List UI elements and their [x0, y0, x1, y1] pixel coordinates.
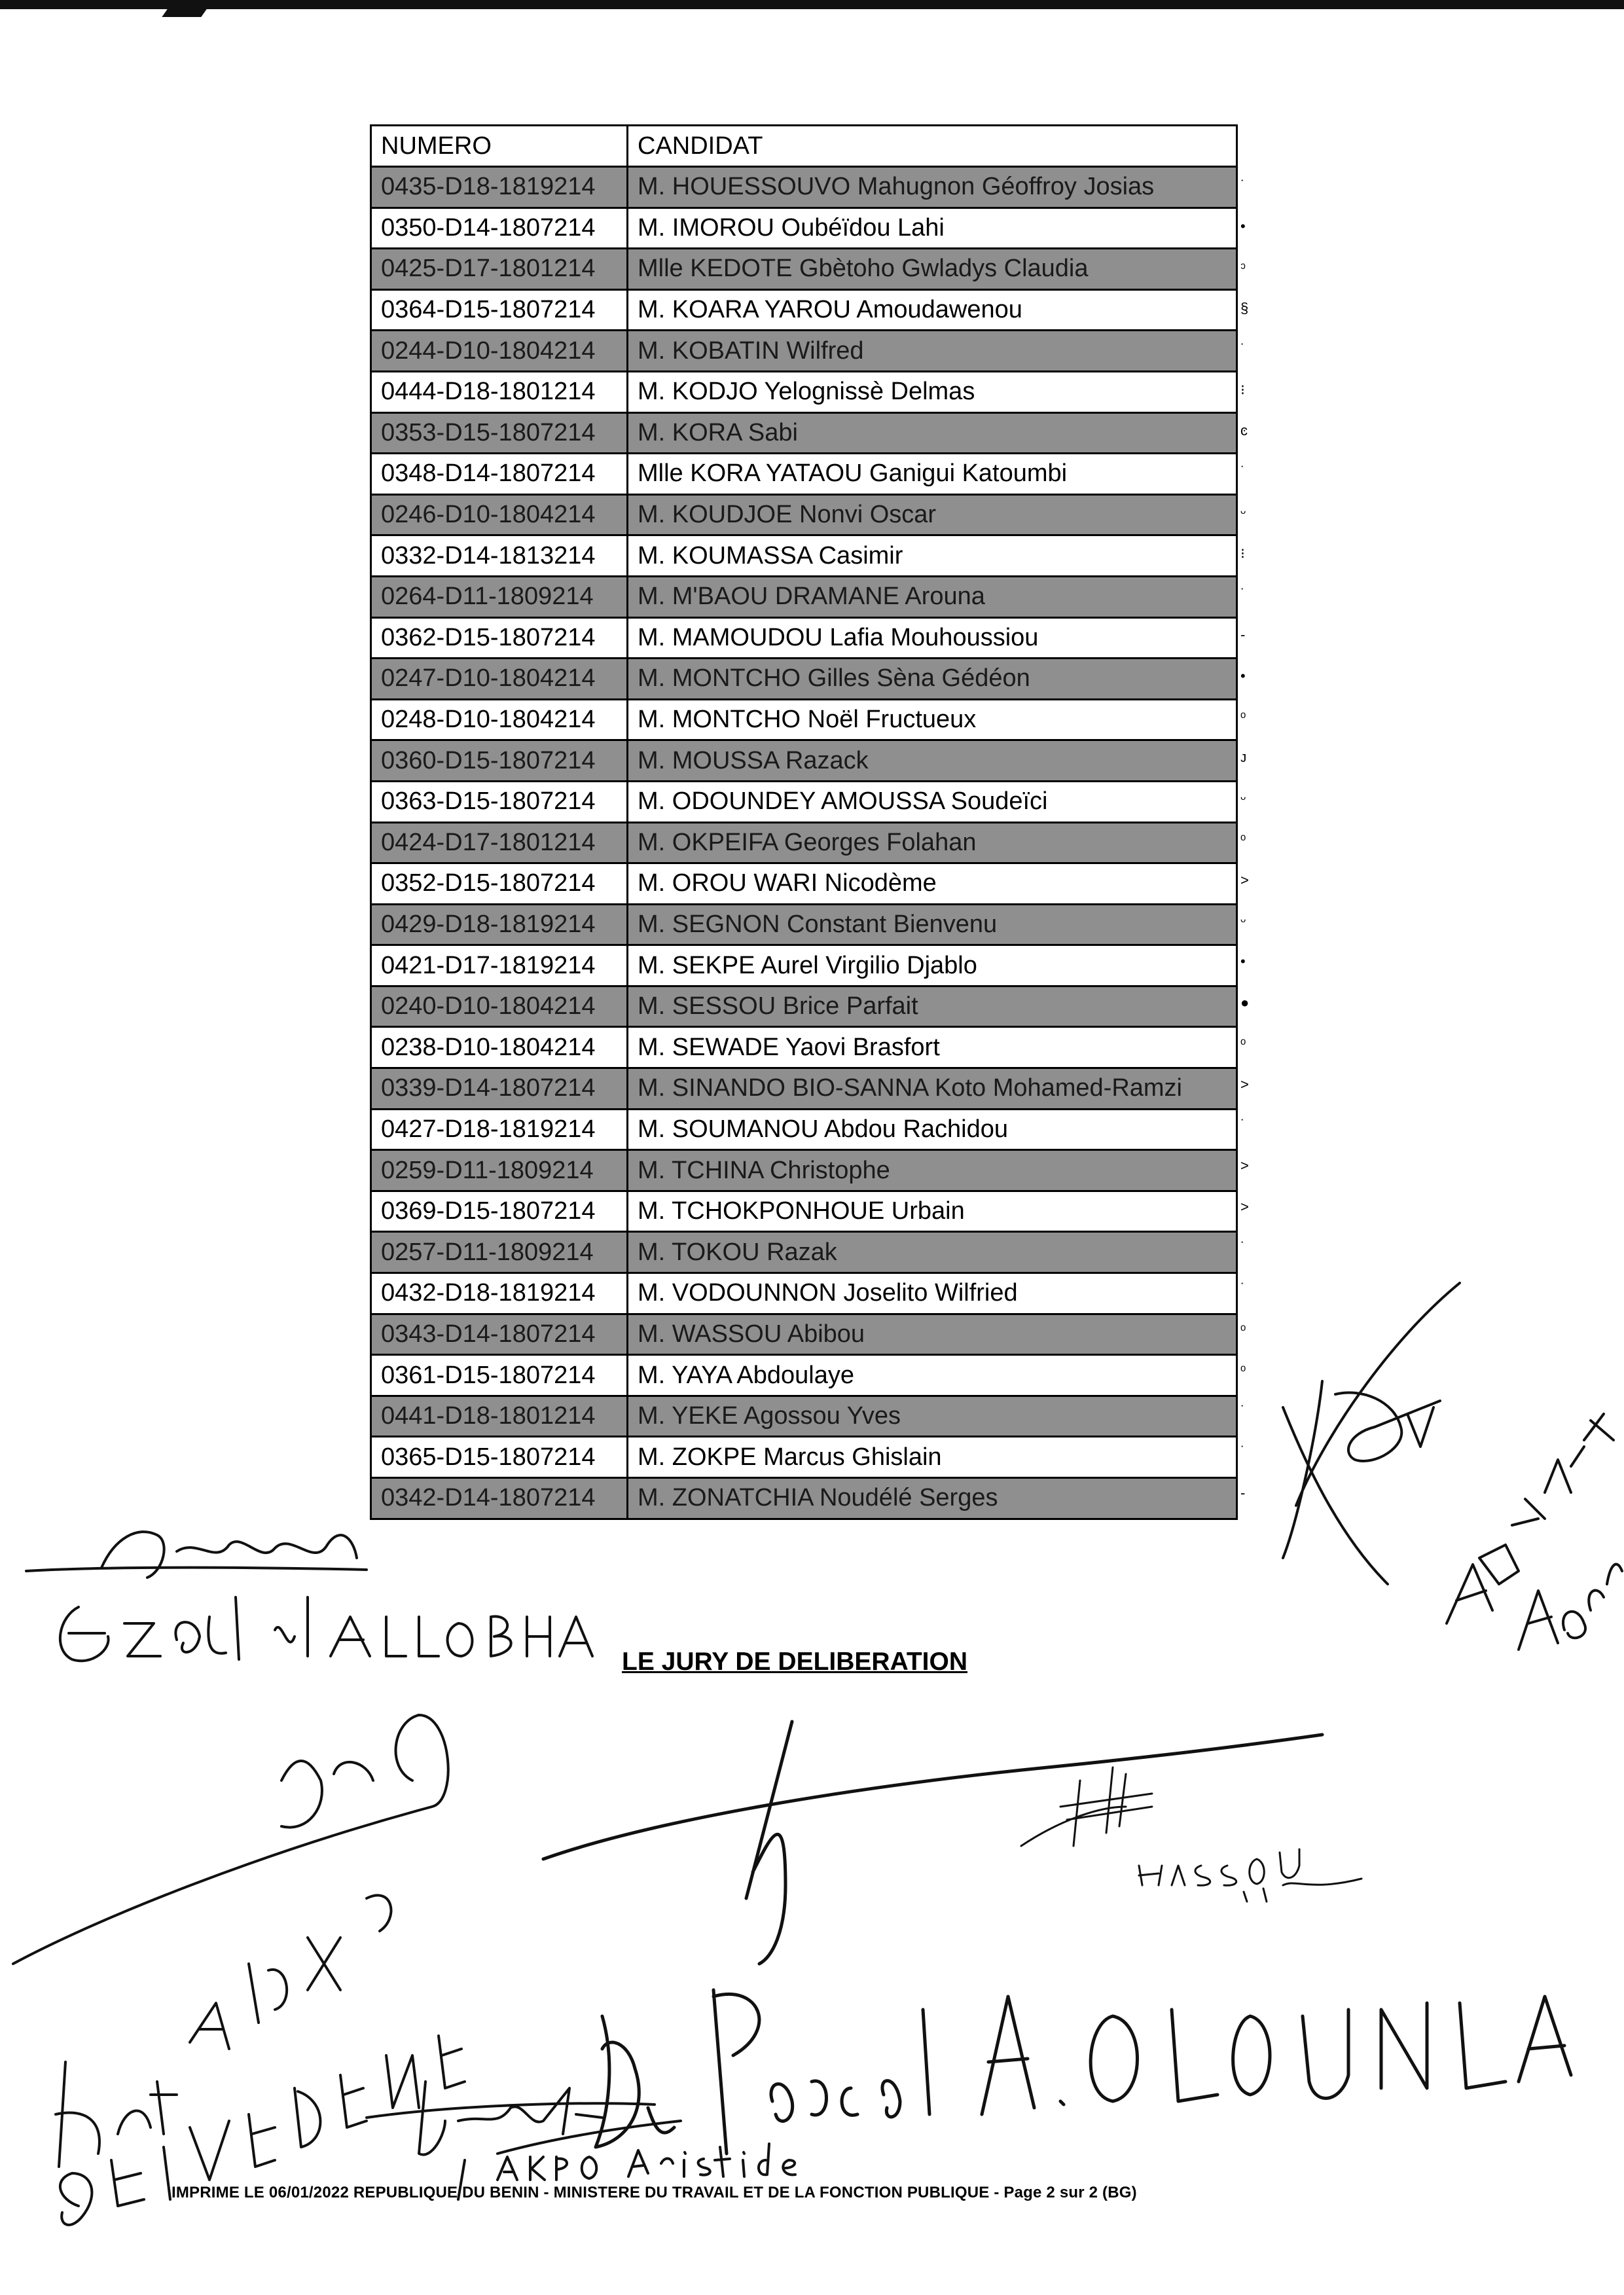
cell-candidat: M. IMOROU Oubéïdou Lahi [628, 208, 1237, 249]
table-row [371, 576, 1237, 617]
cell-numero: 0247-D10-1804214 [371, 659, 628, 700]
cell-candidat: M. ZONATCHIA Noudélé Serges [628, 1478, 1237, 1519]
table-row [371, 1273, 1237, 1314]
table-row [371, 371, 1237, 412]
margin-tick: ᵓ [1240, 259, 1246, 276]
table-row [371, 1150, 1237, 1191]
cell-candidat: M. WASSOU Abibou [628, 1314, 1237, 1355]
cell-numero: 0360-D15-1807214 [371, 740, 628, 782]
cell-numero: 0246-D10-1804214 [371, 494, 628, 535]
cell-numero: 0353-D15-1807214 [371, 412, 628, 454]
cell-numero: 0369-D15-1807214 [371, 1191, 628, 1232]
table-row [371, 1478, 1237, 1519]
scan-top-edge [0, 0, 1624, 9]
signature-adenile [1283, 1283, 1622, 1650]
cell-candidat: M. TOKOU Razak [628, 1232, 1237, 1273]
table-row [371, 740, 1237, 782]
cell-numero: 0339-D14-1807214 [371, 1068, 628, 1110]
cell-candidat: M. OROU WARI Nicodème [628, 863, 1237, 905]
cell-numero: 0365-D15-1807214 [371, 1437, 628, 1478]
cell-numero: 0240-D10-1804214 [371, 986, 628, 1027]
margin-tick: ⁝ [1240, 381, 1245, 398]
margin-tick: ˃ [1240, 1157, 1249, 1174]
table-row [371, 208, 1237, 249]
table-row [371, 986, 1237, 1027]
margin-tick: ˙ [1240, 340, 1246, 357]
cell-numero: 0343-D14-1807214 [371, 1314, 628, 1355]
signature-alloba [26, 1532, 592, 1661]
table-row [371, 412, 1237, 454]
cell-candidat: M. KOUMASSA Casimir [628, 535, 1237, 577]
table-row [371, 1355, 1237, 1396]
table-row [371, 781, 1237, 822]
table-row [371, 331, 1237, 372]
margin-tick: ͼ [1240, 422, 1248, 439]
cell-candidat: M. SOUMANOU Abdou Rachidou [628, 1109, 1237, 1150]
margin-tick-marks [1240, 166, 1254, 1513]
margin-tick: ˙ [1240, 177, 1246, 194]
margin-tick: - [1240, 1484, 1246, 1501]
cell-candidat: M. ODOUNDEY AMOUSSA Soudeïci [628, 781, 1237, 822]
table-row [371, 904, 1237, 945]
cell-numero: 0259-D11-1809214 [371, 1150, 628, 1191]
cell-candidat: M. KOBATIN Wilfred [628, 331, 1237, 372]
signature-akpo [367, 2082, 795, 2199]
cell-numero: 0350-D14-1807214 [371, 208, 628, 249]
table-row [371, 822, 1237, 863]
column-header-candidat: CANDIDAT [628, 126, 1237, 167]
margin-tick: ˃ [1240, 1198, 1249, 1215]
table-row [371, 167, 1237, 208]
cell-numero: 0348-D14-1807214 [371, 454, 628, 495]
margin-tick: ᴊ [1240, 749, 1247, 766]
margin-tick: ● [1240, 994, 1250, 1011]
cell-numero: 0427-D18-1819214 [371, 1109, 628, 1150]
signature-senvedene [13, 1715, 465, 2225]
table-row [371, 863, 1237, 905]
cell-candidat: M. OKPEIFA Georges Folahan [628, 822, 1237, 863]
cell-candidat: M. KOUDJOE Nonvi Oscar [628, 494, 1237, 535]
margin-tick: • [1240, 667, 1246, 684]
cell-candidat: M. YAYA Abdoulaye [628, 1355, 1237, 1396]
table-row [371, 945, 1237, 986]
cell-candidat: M. MAMOUDOU Lafia Mouhoussiou [628, 617, 1237, 659]
cell-numero: 0364-D15-1807214 [371, 289, 628, 331]
margin-tick: ˙ [1240, 463, 1246, 480]
table-body [371, 167, 1237, 1519]
margin-tick: ⁝ [1240, 545, 1245, 562]
cell-numero: 0264-D11-1809214 [371, 576, 628, 617]
table-row [371, 699, 1237, 740]
cell-numero: 0424-D17-1801214 [371, 822, 628, 863]
table-row [371, 1191, 1237, 1232]
table-row [371, 249, 1237, 290]
margin-tick: ˙ [1240, 1402, 1246, 1419]
cell-numero: 0361-D15-1807214 [371, 1355, 628, 1396]
margin-tick: ᵒ [1240, 1320, 1246, 1337]
margin-tick: ᵒ [1240, 1362, 1246, 1379]
jury-title: LE JURY DE DELIBERATION [622, 1648, 968, 1676]
cell-candidat: M. M'BAOU DRAMANE Arouna [628, 576, 1237, 617]
cell-candidat: M. VODOUNNON Joselito Wilfried [628, 1273, 1237, 1314]
table-header-row [371, 126, 1237, 167]
cell-candidat: M. YEKE Agossou Yves [628, 1396, 1237, 1437]
cell-numero: 0425-D17-1801214 [371, 249, 628, 290]
margin-tick: ˙ [1240, 585, 1246, 602]
margin-tick: ᵒ [1240, 708, 1246, 725]
margin-tick: ˃ [1240, 871, 1249, 888]
table-row [371, 535, 1237, 577]
cell-candidat: Mlle KORA YATAOU Ganigui Katoumbi [628, 454, 1237, 495]
margin-tick: • [1240, 953, 1246, 970]
cell-candidat: M. SEGNON Constant Bienvenu [628, 904, 1237, 945]
margin-tick: - [1240, 626, 1246, 643]
cell-numero: 0432-D18-1819214 [371, 1273, 628, 1314]
table-row [371, 617, 1237, 659]
cell-candidat: M. TCHOKPONHOUE Urbain [628, 1191, 1237, 1232]
margin-tick: ˃ [1240, 1075, 1249, 1093]
margin-tick: § [1240, 300, 1249, 317]
margin-tick: ᵒ [1240, 1035, 1246, 1052]
signature-hassou [1021, 1767, 1362, 1902]
margin-tick: ˙ [1240, 1239, 1246, 1256]
cell-numero: 0429-D18-1819214 [371, 904, 628, 945]
cell-candidat: M. KOARA YAROU Amoudawenou [628, 289, 1237, 331]
cell-candidat: M. KORA Sabi [628, 412, 1237, 454]
cell-candidat: M. SEWADE Yaovi Brasfort [628, 1027, 1237, 1068]
cell-numero: 0435-D18-1819214 [371, 167, 628, 208]
margin-tick: ᵕ [1240, 913, 1246, 930]
results-table [370, 124, 1238, 1520]
signature-olounlade [543, 1722, 1571, 2154]
table-row [371, 494, 1237, 535]
cell-numero: 0332-D14-1813214 [371, 535, 628, 577]
cell-candidat: M. MOUSSA Razack [628, 740, 1237, 782]
cell-candidat: M. SINANDO BIO-SANNA Koto Mohamed-Ramzi [628, 1068, 1237, 1110]
cell-candidat: M. MONTCHO Noël Fructueux [628, 699, 1237, 740]
cell-numero: 0342-D14-1807214 [371, 1478, 628, 1519]
table-row [371, 1068, 1237, 1110]
cell-numero: 0352-D15-1807214 [371, 863, 628, 905]
cell-candidat: M. KODJO Yelognissè Delmas [628, 371, 1237, 412]
cell-candidat: M. SESSOU Brice Parfait [628, 986, 1237, 1027]
cell-candidat: M. MONTCHO Gilles Sèna Gédéon [628, 659, 1237, 700]
table-row [371, 1109, 1237, 1150]
cell-numero: 0248-D10-1804214 [371, 699, 628, 740]
cell-numero: 0257-D11-1809214 [371, 1232, 628, 1273]
cell-candidat: M. HOUESSOUVO Mahugnon Géoffroy Josias [628, 167, 1237, 208]
cell-candidat: M. ZOKPE Marcus Ghislain [628, 1437, 1237, 1478]
table-row [371, 1232, 1237, 1273]
cell-candidat: Mlle KEDOTE Gbètoho Gwladys Claudia [628, 249, 1237, 290]
table-row [371, 1027, 1237, 1068]
column-header-numero: NUMERO [371, 126, 628, 167]
cell-numero: 0244-D10-1804214 [371, 331, 628, 372]
cell-candidat: M. TCHINA Christophe [628, 1150, 1237, 1191]
margin-tick: ˙ [1240, 1116, 1246, 1133]
table-row [371, 1314, 1237, 1355]
margin-tick: ˙ [1240, 1443, 1246, 1460]
cell-numero: 0238-D10-1804214 [371, 1027, 628, 1068]
table-row [371, 1437, 1237, 1478]
cell-numero: 0441-D18-1801214 [371, 1396, 628, 1437]
table-row [371, 289, 1237, 331]
table-row [371, 454, 1237, 495]
margin-tick: ᵕ [1240, 504, 1246, 521]
margin-tick: ᵒ [1240, 831, 1246, 848]
margin-tick: ˙ [1240, 1280, 1246, 1297]
table-row [371, 659, 1237, 700]
cell-numero: 0444-D18-1801214 [371, 371, 628, 412]
cell-numero: 0421-D17-1819214 [371, 945, 628, 986]
margin-tick: • [1240, 218, 1246, 235]
margin-tick: ᵕ [1240, 789, 1246, 806]
table-row [371, 1396, 1237, 1437]
cell-numero: 0363-D15-1807214 [371, 781, 628, 822]
cell-numero: 0362-D15-1807214 [371, 617, 628, 659]
page-footer: IMPRIME LE 06/01/2022 REPUBLIQUE DU BENIN - MINISTERE DU TRAVAIL ET DE LA FONCTION PUBLIQUE - Page 2 sur 2 (BG) [171, 2184, 1137, 2201]
cell-candidat: M. SEKPE Aurel Virgilio Djablo [628, 945, 1237, 986]
